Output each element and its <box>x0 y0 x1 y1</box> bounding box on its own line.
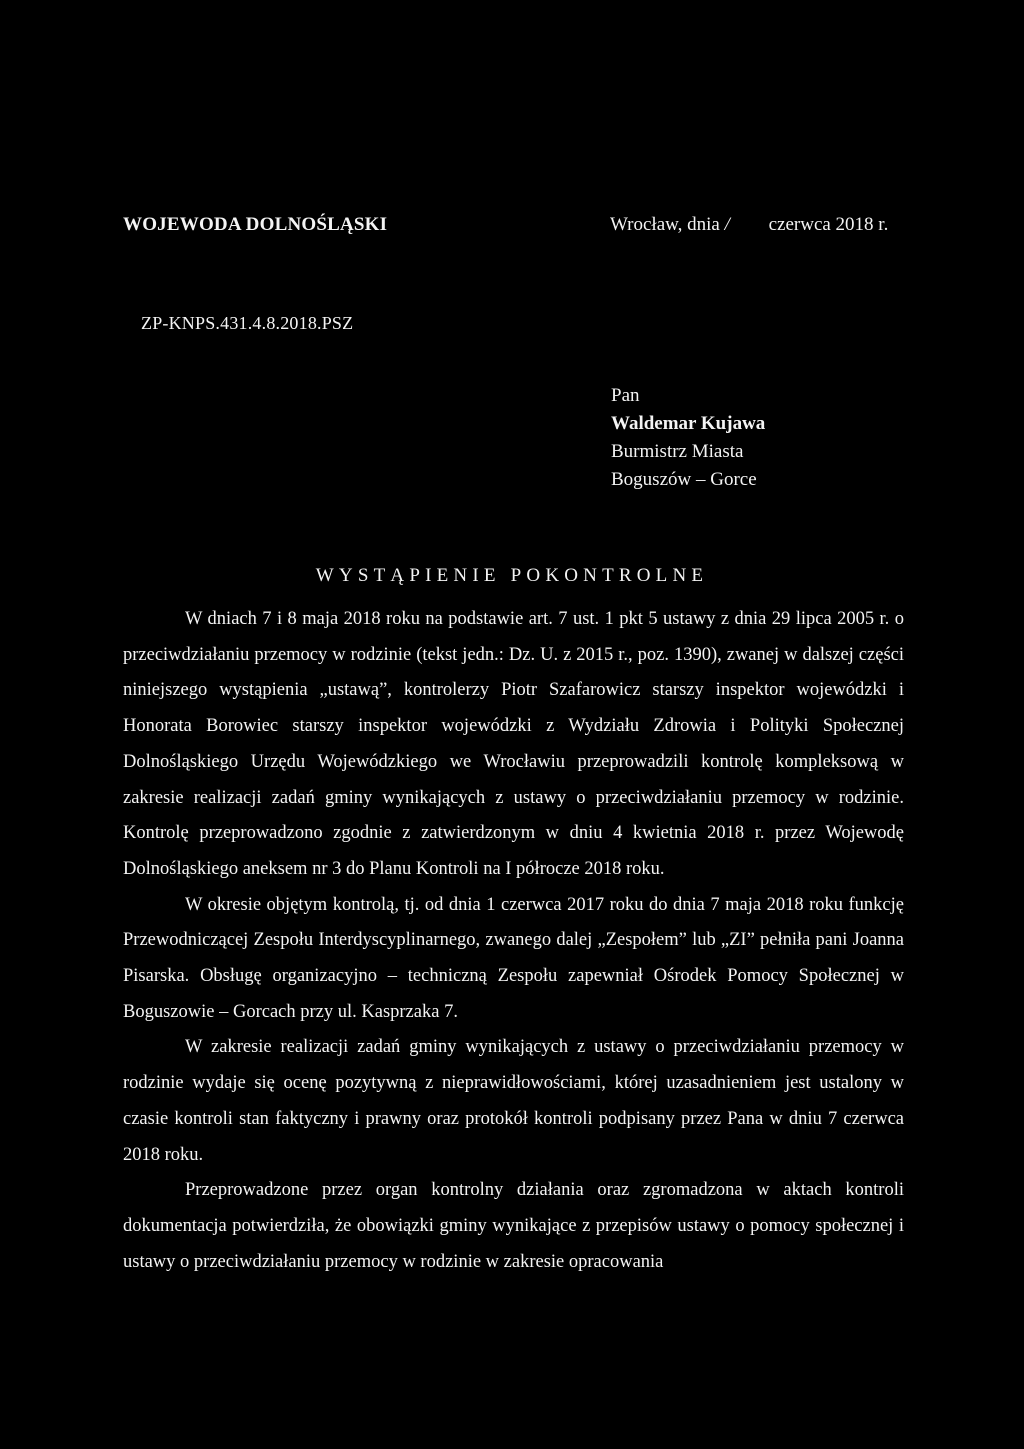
issuing-authority: WOJEWODA DOLNOŚLĄSKI <box>123 214 388 235</box>
paragraph-1: W dniach 7 i 8 maja 2018 roku na podstawie art. 7 ust. 1 pkt 5 ustawy z dnia 29 lipca 2005 r. o przeciwdziałaniu przemocy w rodzinie (tekst jedn.: Dz. U. z 2015 r., poz. 1390), zwanej w dalszej części niniejszego wystąpienia „ustawą”, kontrolerzy Piotr Szafarowicz starszy inspektor wojewódzki i Honorata Borowiec starszy inspektor wojewódzki z Wydziału Zdrowia i Polityki Społecznej Dolnośląskiego Urzędu Wojewódzkiego we Wrocławiu przeprowadzili kontrolę kompleksową w zakresie realizacji zadań gminy wynikających z ustawy o przeciwdziałaniu przemocy w rodzinie. Kontrolę przeprowadzono zgodnie z zatwierdzonym w dniu 4 kwietnia 2018 r. przez Wojewodę Dolnośląskiego aneksem nr 3 do Planu Kontroli na I półrocze 2018 roku. <box>123 609 904 879</box>
addressee-salutation: Pan <box>611 385 640 406</box>
place-prefix: Wrocław, dnia <box>610 214 720 235</box>
document-title: WYSTĄPIENIE POKONTROLNE <box>315 565 709 586</box>
addressee-name: Waldemar Kujawa <box>611 413 766 434</box>
addressee-position: Burmistrz Miasta <box>611 441 744 462</box>
addressee-municipality: Boguszów – Gorce <box>611 469 757 490</box>
paragraph-3: W zakresie realizacji zadań gminy wynikających z ustawy o przeciwdziałaniu przemocy w rodzinie wydaje się ocenę pozytywną z nieprawidłowościami, której uzasadnieniem jest ustalony w czasie kontroli stan faktyczny i prawny oraz protokół kontroli podpisany przez Pana w dniu 7 czerwca 2018 roku. <box>123 1037 904 1165</box>
place-and-date <box>610 214 888 236</box>
handwritten-day: / <box>724 214 730 235</box>
document-body <box>123 602 904 1280</box>
addressee-block <box>611 382 765 494</box>
paragraph-2: W okresie objętym kontrolą, tj. od dnia 1 czerwca 2017 roku do dnia 7 maja 2018 roku funkcję Przewodniczącej Zespołu Interdyscyplinarnego, zwanego dalej „Zespołem” lub „ZI” pełniła pani Joanna Pisarska. Obsługę organizacyjno – techniczną Zespołu zapewniał Ośrodek Pomocy Społecznej w Boguszowie – Gorcach przy ul. Kasprzaka 7. <box>123 894 904 1022</box>
date-suffix: czerwca 2018 r. <box>768 214 889 235</box>
paragraph-4: Przeprowadzone przez organ kontrolny działania oraz zgromadzona w aktach kontroli dokumentacja potwierdziła, że obowiązki gminy wynikające z przepisów ustawy o pomocy społecznej i ustawy o przeciwdziałaniu przemocy w rodzinie w zakresie opracowania <box>123 1180 904 1272</box>
reference-number: ZP-KNPS.431.4.8.2018.PSZ <box>141 313 354 333</box>
